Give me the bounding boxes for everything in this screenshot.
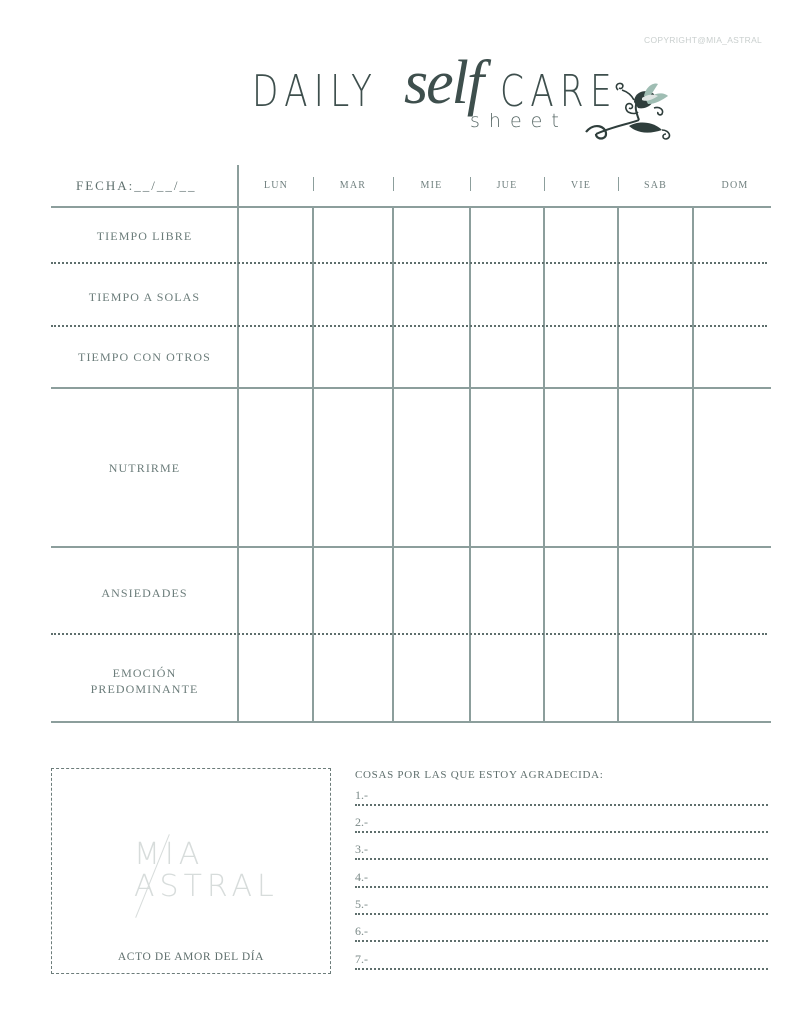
page-title [252, 30, 692, 145]
table-bottom-border [51, 721, 771, 723]
cells-tiempo-libre[interactable] [239, 208, 771, 262]
gratitude-number: 3.- [355, 842, 368, 856]
gratitude-line-3[interactable] [355, 840, 768, 860]
row-label-tiempo-con-otros: TIEMPO CON OTROS [78, 350, 211, 364]
watermark-line2: ASTRAL [134, 869, 279, 904]
title-care: CARE [500, 66, 618, 117]
cells-ansiedades[interactable] [239, 548, 771, 633]
act-of-love-box[interactable] [51, 768, 331, 974]
row-label-nutrirme: NUTRIRME [108, 461, 181, 475]
day-header-mar: MAR [339, 180, 367, 191]
gratitude-line-2[interactable] [355, 813, 768, 833]
gratitude-line-6[interactable] [355, 922, 768, 942]
cells-tiempo-a-solas[interactable] [239, 264, 771, 325]
day-header-jue: JUE [496, 180, 518, 191]
gratitude-title: COSAS POR LAS QUE ESTOY AGRADECIDA: [355, 769, 604, 781]
cells-emocion-predominante[interactable] [239, 635, 771, 721]
day-header-lun: LUN [263, 180, 289, 191]
row-label-emocion-line1: EMOCIÓN [112, 666, 177, 680]
gratitude-line-1[interactable] [355, 786, 768, 806]
row-label-emocion-line2: PREDOMINANTE [90, 682, 199, 696]
gratitude-number: 5.- [355, 897, 368, 911]
day-header-vie: VIE [570, 180, 592, 191]
flower-ornament-icon [584, 82, 679, 142]
gratitude-line-7[interactable] [355, 950, 768, 970]
gratitude-number: 2.- [355, 815, 368, 829]
row-label-tiempo-a-solas: TIEMPO A SOLAS [88, 290, 201, 304]
day-header-sab: SAB [643, 180, 668, 191]
gratitude-number: 4.- [355, 870, 368, 884]
day-header-mie: MIE [420, 180, 443, 191]
cells-nutrirme[interactable] [239, 389, 771, 546]
title-daily: DAILY [252, 66, 379, 117]
row-label-tiempo-libre: TIEMPO LIBRE [96, 229, 193, 243]
date-field[interactable]: FECHA:__/__/__ [76, 178, 197, 193]
row-label-emocion [51, 665, 238, 697]
row-label-ansiedades: ANSIEDADES [101, 586, 188, 600]
watermark-line1: MIA [134, 837, 205, 872]
title-self: self [404, 49, 483, 117]
gratitude-number: 1.- [355, 788, 368, 802]
act-of-love-label: ACTO DE AMOR DEL DÍA [117, 951, 265, 963]
day-header-dom: DOM [721, 180, 749, 191]
mia-astral-watermark [134, 839, 279, 903]
gratitude-number: 6.- [355, 924, 368, 938]
gratitude-number: 7.- [355, 952, 368, 966]
title-sheet: sheet [470, 110, 568, 132]
gratitude-line-5[interactable] [355, 895, 768, 915]
copyright-notice: COPYRIGHT@MIA_ASTRAL [644, 35, 763, 45]
cells-tiempo-con-otros[interactable] [239, 327, 771, 387]
gratitude-line-4[interactable] [355, 868, 768, 888]
